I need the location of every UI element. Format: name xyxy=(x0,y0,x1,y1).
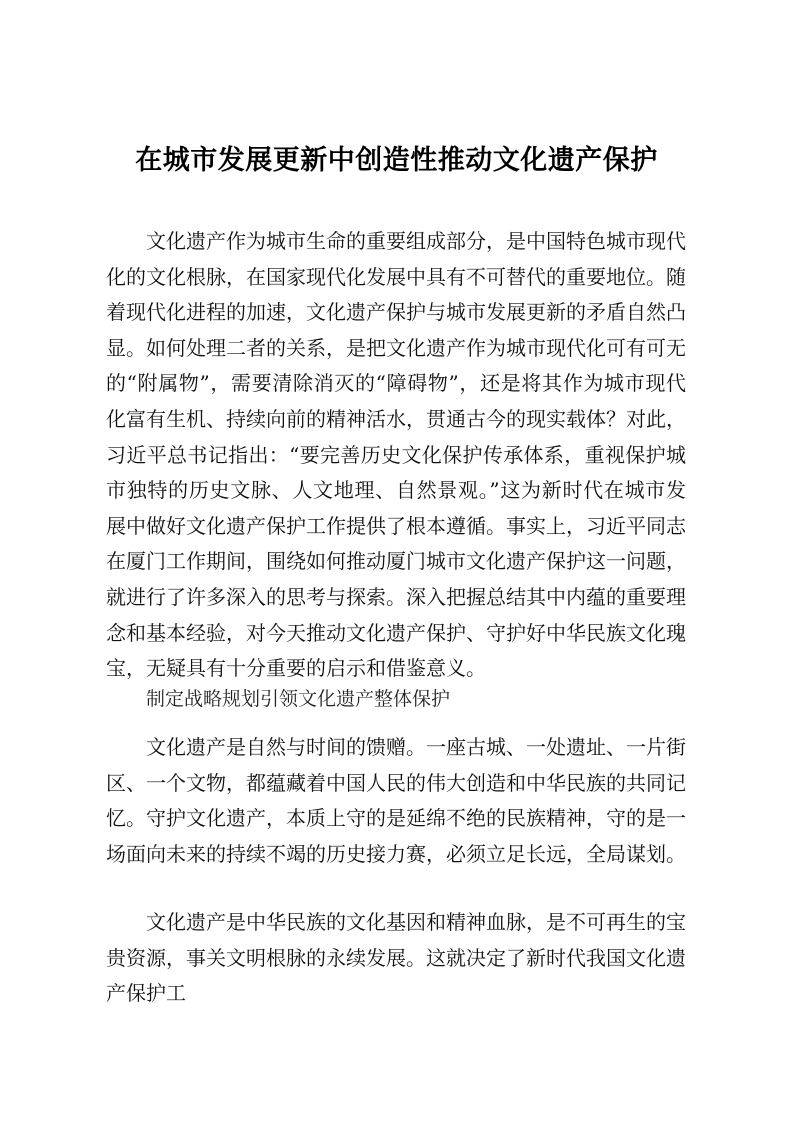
paragraph-heritage-gene: 文化遗产是中华民族的文化基因和精神血脉，是不可再生的宝贵资源，事关文明根脉的永续发展。这就决定了新时代我国文化遗产保护工 xyxy=(106,910,686,1006)
paragraph-heritage-gift: 文化遗产是自然与时间的馈赠。一座古城、一处遗址、一片街区、一个文物，都蕴藏着中国人民的伟大创造和中华民族的共同记忆。守护文化遗产，本质上守的是延绵不绝的民族精神，守的是一场面向未来的持续不竭的历史接力赛，必须立足长远，全局谋划。 xyxy=(106,735,686,866)
section-heading: 制定战略规划引领文化遗产整体保护 xyxy=(146,688,451,710)
paragraph-intro: 文化遗产作为城市生命的重要组成部分，是中国特色城市现代化的文化根脉，在国家现代化发展中具有不可替代的重要地位。随着现代化进程的加速，文化遗产保护与城市发展更新的矛盾自然凸显。如何处理二者的关系，是把文化遗产作为城市现代化可有可无的“附属物”，需要清除消灭的“障碍物”，还是将其作为城市现代化富有生机、持续向前的精神活水，贯通古今的现实载体？对此，习近平总书记指出：“要完善历史文化保护传承体系，重视保护城市独特的历史文脉、人文地理、自然景观。”这为新时代在城市发展中做好文化遗产保护工作提供了根本遵循。事实上，习近平同志在厦门工作期间，围绕如何推动厦门城市文化遗产保护这一问题，就进行了许多深入的思考与探索。深入把握总结其中内蕴的重要理念和基本经验，对今天推动文化遗产保护、守护好中华民族文化瑰宝，无疑具有十分重要的启示和借鉴意义。 xyxy=(106,229,686,681)
page-title: 在城市发展更新中创造性推动文化遗产保护 xyxy=(135,145,658,176)
